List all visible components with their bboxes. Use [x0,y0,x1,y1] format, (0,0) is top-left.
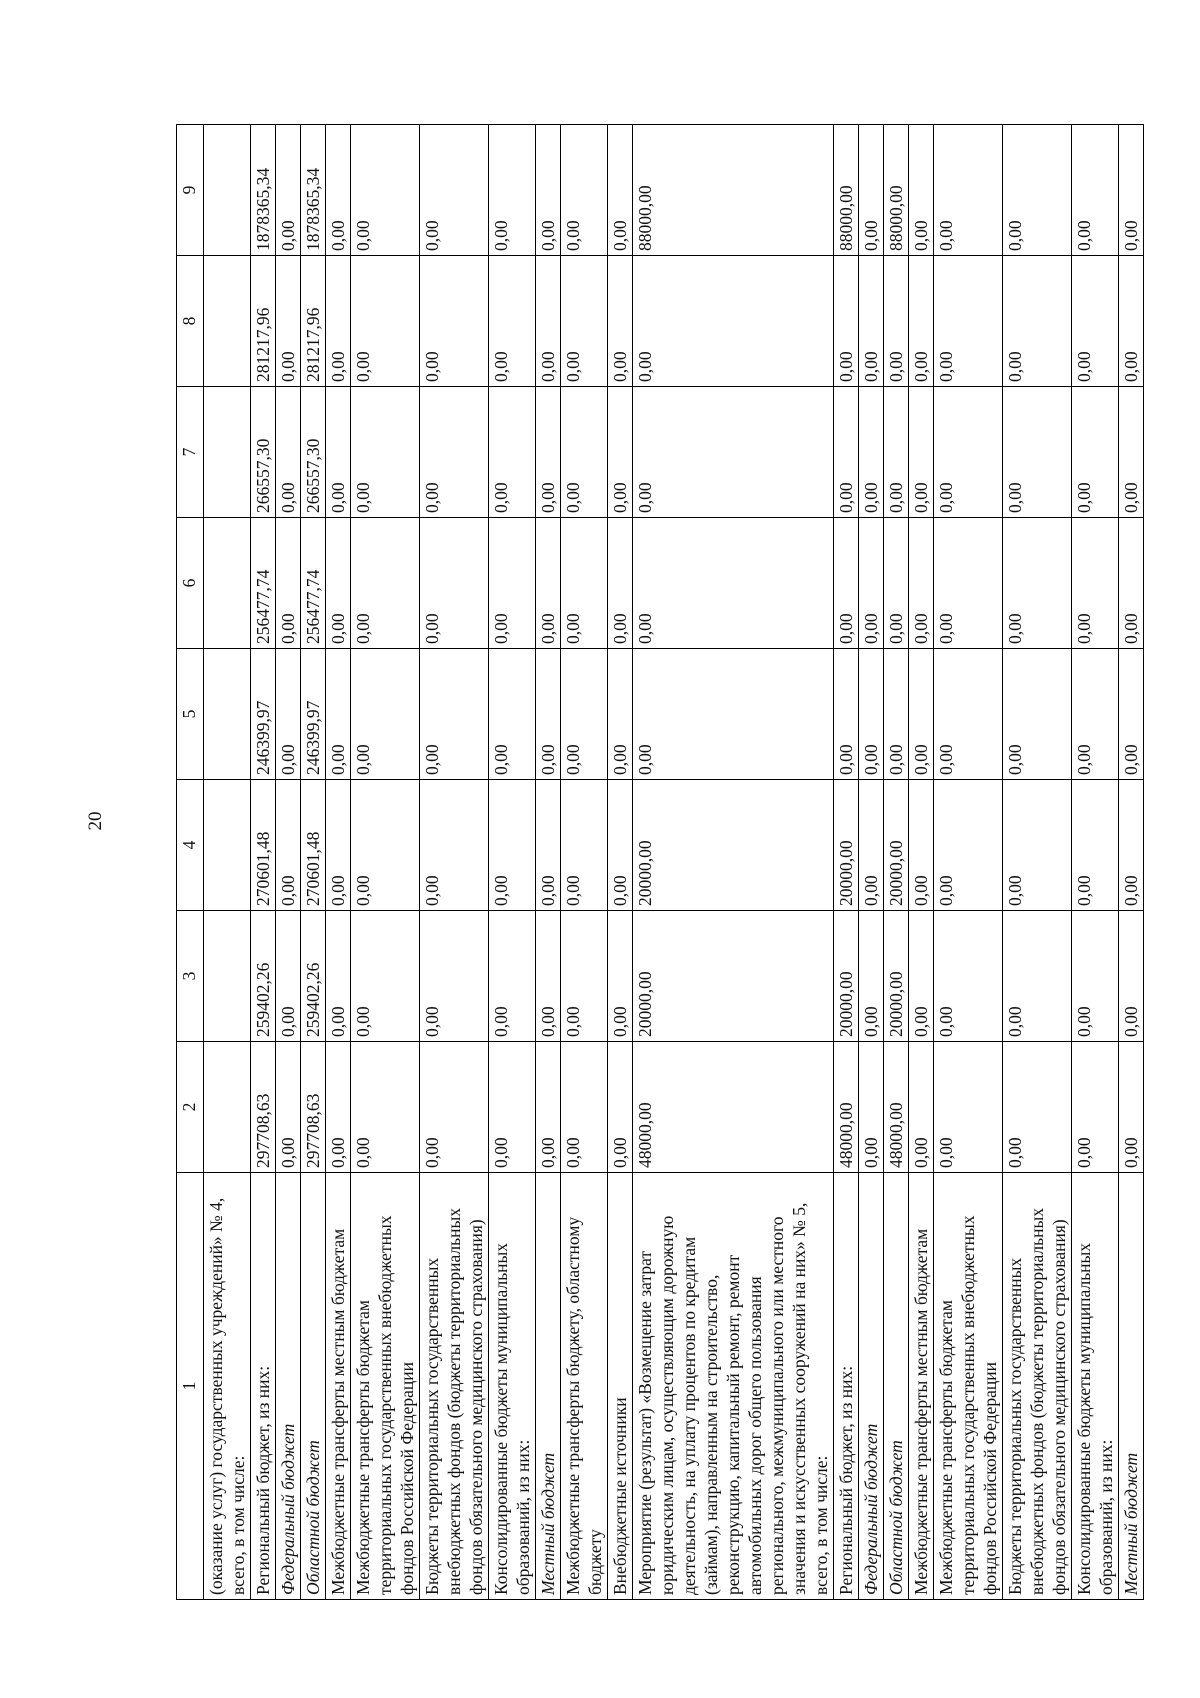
value-cell: 0,00 [536,911,561,1042]
value-cell: 0,00 [1072,125,1119,256]
column-header-5: 5 [177,649,204,780]
value-cell [204,780,251,911]
value-cell: 0,00 [1003,649,1072,780]
value-cell: 0,00 [909,518,934,649]
column-header-6: 6 [177,518,204,649]
value-cell: 259402,26 [251,911,276,1042]
value-cell: 0,00 [420,387,489,518]
value-cell: 0,00 [536,125,561,256]
value-cell: 0,00 [326,780,351,911]
value-cell: 0,00 [909,256,934,387]
value-cell [204,649,251,780]
value-cell: 88000,00 [633,125,834,256]
table-row [489,125,536,1600]
row-label: Областной бюджет [884,1173,909,1600]
value-cell: 0,00 [909,1042,934,1173]
value-cell: 0,00 [489,518,536,649]
row-label: Бюджеты территориальных государственных внебюджетных фондов (бюджеты территориальных фондов обязательного медицинского страхования) [1003,1173,1072,1600]
table-row [204,125,251,1600]
value-cell: 0,00 [489,256,536,387]
value-cell: 0,00 [561,387,608,518]
value-cell: 0,00 [276,911,301,1042]
value-cell: 246399,97 [251,649,276,780]
value-cell: 0,00 [884,256,909,387]
value-cell: 0,00 [561,125,608,256]
value-cell: 0,00 [420,125,489,256]
value-cell: 0,00 [536,649,561,780]
value-cell: 0,00 [351,649,420,780]
table-row [536,125,561,1600]
value-cell: 0,00 [1003,780,1072,911]
value-cell: 0,00 [561,911,608,1042]
value-cell: 0,00 [934,1042,1003,1173]
value-cell: 0,00 [326,1042,351,1173]
value-cell: 0,00 [276,649,301,780]
row-label: Консолидированные бюджеты муниципальных образований, из них: [1072,1173,1119,1600]
value-cell: 0,00 [1003,256,1072,387]
value-cell: 0,00 [536,780,561,911]
value-cell: 0,00 [420,911,489,1042]
value-cell: 0,00 [633,649,834,780]
value-cell: 270601,48 [301,780,326,911]
value-cell: 0,00 [859,125,884,256]
rotated-table-area [176,125,1141,1600]
value-cell: 0,00 [909,387,934,518]
value-cell: 0,00 [934,518,1003,649]
value-cell: 0,00 [884,518,909,649]
value-cell: 0,00 [608,911,633,1042]
value-cell: 0,00 [276,780,301,911]
value-cell: 0,00 [276,518,301,649]
table-row [859,125,884,1600]
column-header-7: 7 [177,387,204,518]
value-cell: 0,00 [608,387,633,518]
value-cell: 0,00 [1119,649,1144,780]
value-cell: 0,00 [420,518,489,649]
table-row [834,125,859,1600]
value-cell: 0,00 [859,780,884,911]
value-cell [204,518,251,649]
value-cell: 0,00 [1119,518,1144,649]
table-row [1119,125,1144,1600]
row-label: Местный бюджет [536,1173,561,1600]
table-row [608,125,633,1600]
value-cell: 0,00 [489,649,536,780]
table-row [884,125,909,1600]
value-cell: 0,00 [834,649,859,780]
value-cell: 0,00 [326,649,351,780]
value-cell: 1878365,34 [301,125,326,256]
value-cell: 0,00 [633,518,834,649]
value-cell: 20000,00 [834,911,859,1042]
value-cell: 0,00 [351,518,420,649]
value-cell: 0,00 [859,387,884,518]
value-cell: 246399,97 [301,649,326,780]
value-cell: 297708,63 [251,1042,276,1173]
value-cell: 48000,00 [884,1042,909,1173]
value-cell: 0,00 [859,911,884,1042]
value-cell: 20000,00 [884,911,909,1042]
header-row [177,125,204,1600]
value-cell: 0,00 [351,780,420,911]
column-header-9: 9 [177,125,204,256]
value-cell: 0,00 [934,125,1003,256]
value-cell [204,125,251,256]
value-cell: 0,00 [934,780,1003,911]
table-row [420,125,489,1600]
value-cell: 0,00 [909,649,934,780]
table-header [177,125,204,1600]
value-cell: 88000,00 [834,125,859,256]
value-cell: 0,00 [884,387,909,518]
row-label: Бюджеты территориальных государственных внебюджетных фондов (бюджеты территориальных фондов обязательного медицинского страхования) [420,1173,489,1600]
value-cell: 0,00 [276,387,301,518]
value-cell: 270601,48 [251,780,276,911]
column-header-4: 4 [177,780,204,911]
row-label: Федеральный бюджет [859,1173,884,1600]
value-cell: 0,00 [420,649,489,780]
row-label: Внебюджетные источники [608,1173,633,1600]
page-number: 20 [85,811,106,831]
table-row [561,125,608,1600]
value-cell: 0,00 [934,911,1003,1042]
value-cell: 0,00 [1003,1042,1072,1173]
value-cell: 0,00 [1119,780,1144,911]
value-cell: 0,00 [351,387,420,518]
row-label: Межбюджетные трансферты бюджету, областному бюджету [561,1173,608,1600]
value-cell: 0,00 [536,518,561,649]
value-cell: 20000,00 [633,911,834,1042]
row-label: Консолидированные бюджеты муниципальных образований, из них: [489,1173,536,1600]
value-cell: 0,00 [1072,518,1119,649]
table-row [1003,125,1072,1600]
value-cell: 0,00 [276,1042,301,1173]
value-cell [204,1042,251,1173]
value-cell: 281217,96 [251,256,276,387]
value-cell [204,387,251,518]
value-cell: 0,00 [1003,518,1072,649]
value-cell: 0,00 [561,780,608,911]
value-cell: 0,00 [1072,256,1119,387]
value-cell: 0,00 [536,1042,561,1173]
value-cell: 0,00 [1003,911,1072,1042]
table-row [633,125,834,1600]
value-cell: 266557,30 [301,387,326,518]
value-cell: 0,00 [608,780,633,911]
table-row [934,125,1003,1600]
value-cell: 0,00 [608,1042,633,1173]
value-cell: 0,00 [608,649,633,780]
value-cell: 0,00 [1119,256,1144,387]
budget-table [176,124,1144,1600]
row-label: Мероприятие (результат) «Возмещение затрат юридическим лицам, осуществляющим дорожную деятельность, на уплату процентов по кредитам (займам), направленным на строительство, реконструкцию, капитальный ремонт, ремонт автомобильных дорог общего пользования регионального, межмуниципального или местного значения и искусственных сооружений на них» № 5, всего, в том числе: [633,1173,834,1600]
value-cell: 0,00 [326,256,351,387]
value-cell: 0,00 [909,780,934,911]
table-row [301,125,326,1600]
value-cell: 20000,00 [884,780,909,911]
value-cell: 256477,74 [301,518,326,649]
table-row [276,125,301,1600]
column-header-8: 8 [177,256,204,387]
value-cell: 0,00 [1072,780,1119,911]
value-cell: 0,00 [909,125,934,256]
value-cell: 0,00 [608,125,633,256]
value-cell: 0,00 [420,256,489,387]
value-cell: 297708,63 [301,1042,326,1173]
value-cell: 281217,96 [301,256,326,387]
value-cell: 48000,00 [633,1042,834,1173]
value-cell: 0,00 [1003,387,1072,518]
value-cell: 20000,00 [834,780,859,911]
table-rotator [176,125,1141,1600]
row-label: Межбюджетные трансферты бюджетам территориальных государственных внебюджетных фондов Российской Федерации [934,1173,1003,1600]
table-row [909,125,934,1600]
row-label: Региональный бюджет, из них: [834,1173,859,1600]
value-cell: 0,00 [351,125,420,256]
table-row [251,125,276,1600]
value-cell: 0,00 [536,256,561,387]
value-cell [204,911,251,1042]
value-cell: 0,00 [351,911,420,1042]
value-cell: 0,00 [489,911,536,1042]
value-cell: 0,00 [934,649,1003,780]
value-cell: 0,00 [1119,1042,1144,1173]
column-header-2: 2 [177,1042,204,1173]
value-cell: 0,00 [934,387,1003,518]
value-cell: 48000,00 [834,1042,859,1173]
value-cell: 0,00 [489,125,536,256]
value-cell: 256477,74 [251,518,276,649]
table-body [204,125,1144,1600]
value-cell: 0,00 [489,387,536,518]
value-cell: 0,00 [934,256,1003,387]
value-cell: 0,00 [834,518,859,649]
value-cell: 0,00 [1003,125,1072,256]
value-cell: 0,00 [1072,911,1119,1042]
value-cell: 0,00 [1072,1042,1119,1173]
value-cell: 0,00 [1072,387,1119,518]
value-cell: 0,00 [1119,387,1144,518]
value-cell: 0,00 [1119,125,1144,256]
value-cell: 88000,00 [884,125,909,256]
value-cell [204,256,251,387]
value-cell: 0,00 [536,387,561,518]
value-cell: 0,00 [561,1042,608,1173]
value-cell: 0,00 [1119,911,1144,1042]
value-cell: 0,00 [420,780,489,911]
value-cell: 0,00 [489,1042,536,1173]
value-cell: 0,00 [608,256,633,387]
value-cell: 0,00 [1072,649,1119,780]
column-header-1: 1 [177,1173,204,1600]
table-row [351,125,420,1600]
value-cell: 1878365,34 [251,125,276,256]
row-label: Областной бюджет [301,1173,326,1600]
value-cell: 0,00 [351,1042,420,1173]
value-cell: 0,00 [326,387,351,518]
value-cell: 0,00 [859,1042,884,1173]
value-cell: 259402,26 [301,911,326,1042]
value-cell: 0,00 [834,387,859,518]
value-cell: 0,00 [326,911,351,1042]
row-label: (оказание услуг) государственных учреждений» № 4, всего, в том числе: [204,1173,251,1600]
value-cell: 0,00 [834,256,859,387]
value-cell: 0,00 [489,780,536,911]
table-row [326,125,351,1600]
value-cell: 0,00 [561,518,608,649]
table-row [1072,125,1119,1600]
value-cell: 0,00 [859,518,884,649]
value-cell: 0,00 [276,125,301,256]
row-label: Федеральный бюджет [276,1173,301,1600]
value-cell: 0,00 [633,387,834,518]
row-label: Региональный бюджет, из них: [251,1173,276,1600]
value-cell: 0,00 [608,518,633,649]
value-cell: 0,00 [633,256,834,387]
value-cell: 0,00 [561,649,608,780]
value-cell: 0,00 [420,1042,489,1173]
value-cell: 0,00 [326,125,351,256]
row-label: Межбюджетные трансферты бюджетам территориальных государственных внебюджетных фондов Российской Федерации [351,1173,420,1600]
value-cell: 0,00 [859,649,884,780]
value-cell: 0,00 [909,911,934,1042]
value-cell: 266557,30 [251,387,276,518]
row-label: Межбюджетные трансферты местным бюджетам [909,1173,934,1600]
value-cell: 0,00 [351,256,420,387]
value-cell: 20000,00 [633,780,834,911]
row-label: Межбюджетные трансферты местным бюджетам [326,1173,351,1600]
row-label: Местный бюджет [1119,1173,1144,1600]
value-cell: 0,00 [561,256,608,387]
value-cell: 0,00 [859,256,884,387]
value-cell: 0,00 [884,649,909,780]
value-cell: 0,00 [326,518,351,649]
column-header-3: 3 [177,911,204,1042]
value-cell: 0,00 [276,256,301,387]
